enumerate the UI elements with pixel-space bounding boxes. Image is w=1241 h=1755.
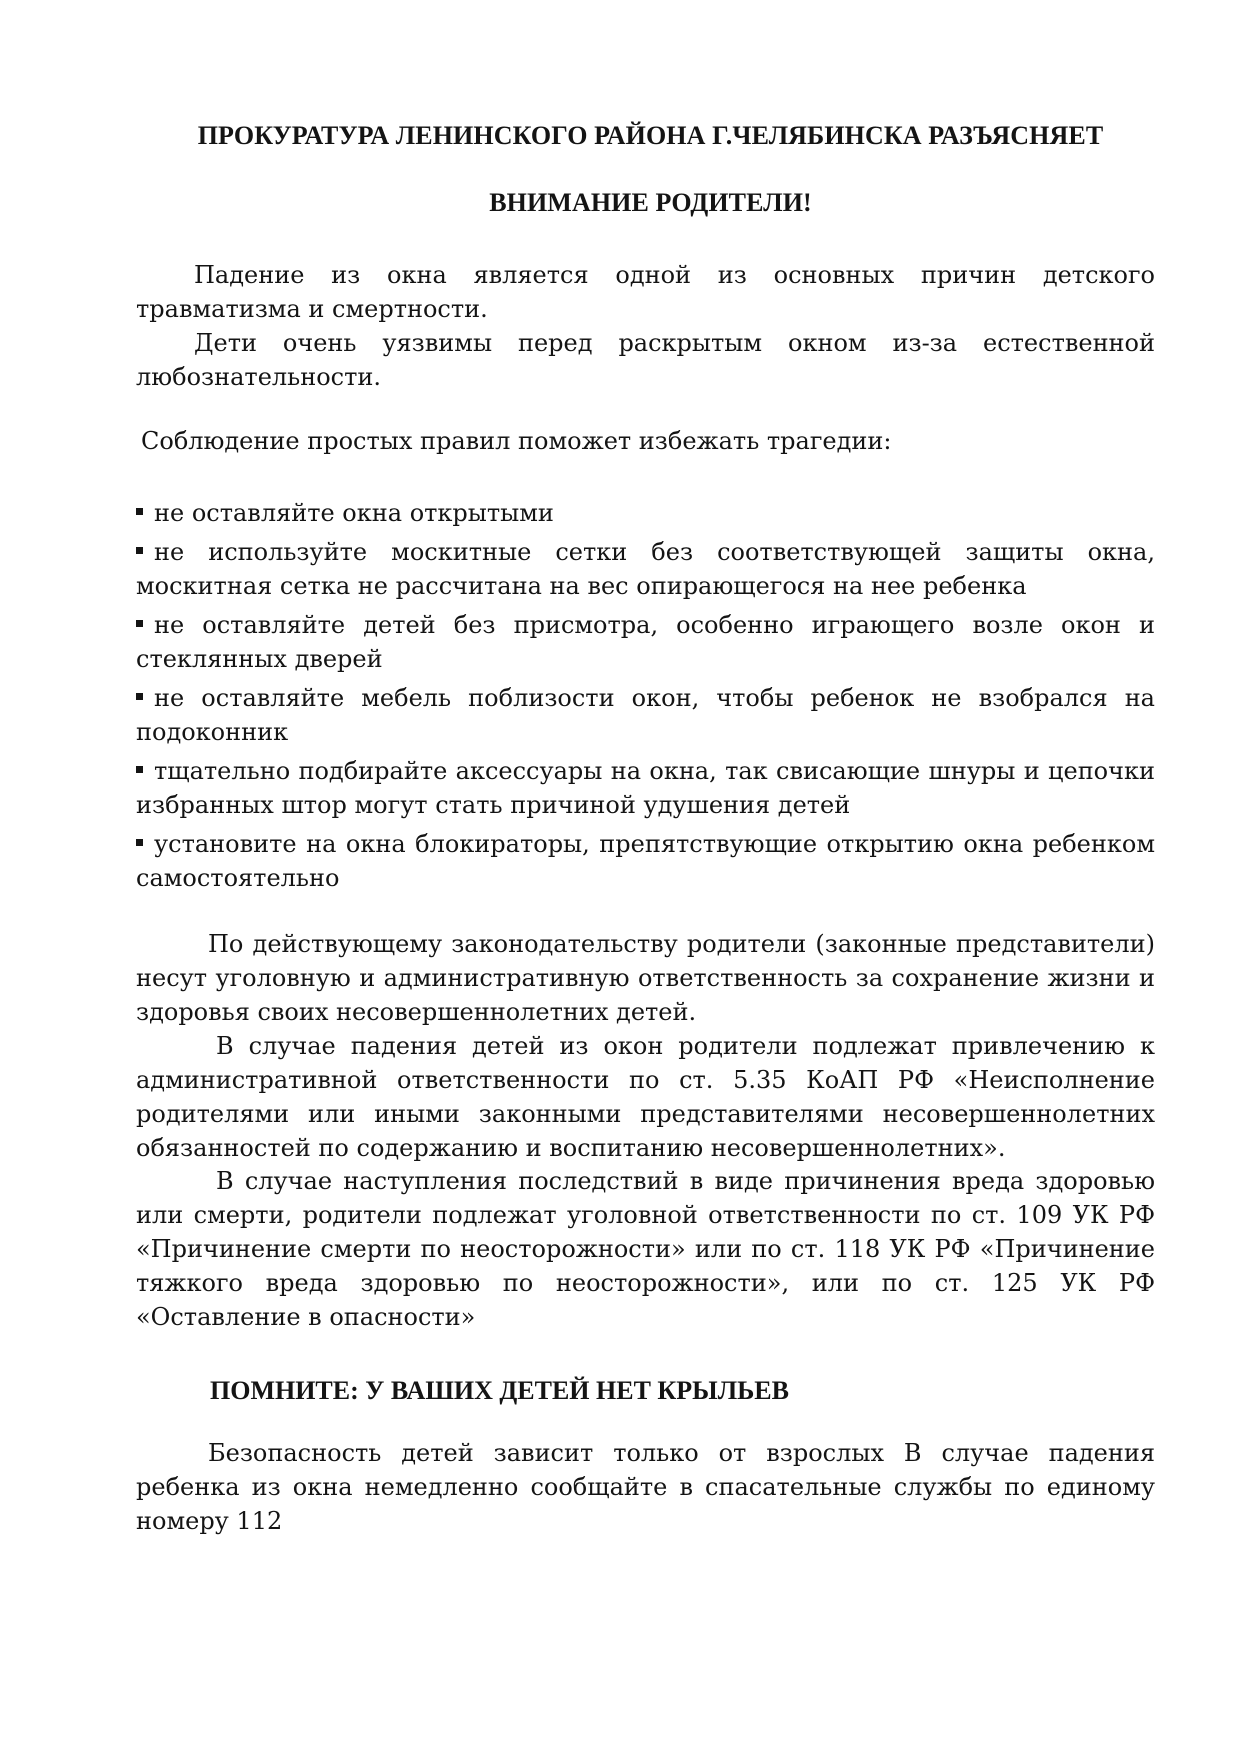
square-bullet-icon xyxy=(136,620,143,627)
list-item xyxy=(136,535,1155,603)
list-item xyxy=(136,608,1155,676)
rule-text: не оставляйте детей без присмотра, особенно играющего возле окон и стеклянных дверей xyxy=(136,611,1155,673)
intro-paragraph-1: Падение из окна является одной из основных причин детского травматизма и смертности. xyxy=(136,261,1155,323)
rule-text: установите на окна блокираторы, препятствующие открытию окна ребенком самостоятельно xyxy=(136,830,1155,892)
law-paragraph-2: В случае падения детей из окон родители подлежат привлечению к административной ответственности по ст. 5.35 КоАП РФ «Неисполнение родителями или иными законными представителями несовершеннолетних обязанностей по содержанию и воспитанию несовершеннолетних». xyxy=(136,1032,1155,1162)
list-item xyxy=(136,496,1155,530)
rule-text: тщательно подбирайте аксессуары на окна, так свисающие шнуры и цепочки избранных штор могут стать причиной удушения детей xyxy=(136,757,1155,819)
rule-text: не оставляйте мебель поблизости окон, чтобы ребенок не взобрался на подоконник xyxy=(136,684,1155,746)
warning-heading: ПОМНИТЕ: У ВАШИХ ДЕТЕЙ НЕТ КРЫЛЬЕВ xyxy=(210,1376,789,1405)
law-paragraph-3: В случае наступления последствий в виде причинения вреда здоровью или смерти, родители подлежат уголовной ответственности по ст. 109 УК РФ «Причинение смерти по неосторожности» или по ст. 118 УК РФ «Причинение тяжкого вреда здоровью по неосторожности», или по ст. 125 УК РФ «Оставление в опасности» xyxy=(136,1167,1155,1331)
intro-paragraph-2: Дети очень уязвимы перед раскрытым окном из-за естественной любознательности. xyxy=(136,329,1155,391)
list-item xyxy=(136,827,1155,895)
rules-lead: Соблюдение простых правил поможет избежать трагедии: xyxy=(141,427,892,455)
square-bullet-icon xyxy=(136,547,143,554)
rules-list xyxy=(136,496,1155,900)
rule-text: не оставляйте окна открытыми xyxy=(154,499,554,527)
closing-paragraph: Безопасность детей зависит только от взрослых В случае падения ребенка из окна немедленно сообщайте в спасательные службы по единому номеру 112 xyxy=(136,1439,1155,1535)
list-item xyxy=(136,754,1155,822)
square-bullet-icon xyxy=(136,766,143,773)
rule-text: не используйте москитные сетки без соответствующей защиты окна, москитная сетка не рассчитана на вес опирающегося на нее ребенка xyxy=(136,538,1155,600)
square-bullet-icon xyxy=(136,693,143,700)
list-item xyxy=(136,681,1155,749)
square-bullet-icon xyxy=(136,508,143,515)
square-bullet-icon xyxy=(136,839,143,846)
document-title: ПРОКУРАТУРА ЛЕНИНСКОГО РАЙОНА Г.ЧЕЛЯБИНСКА РАЗЪЯСНЯЕТ xyxy=(197,121,1104,150)
law-paragraph-1: По действующему законодательству родители (законные представители) несут уголовную и административную ответственность за сохранение жизни и здоровья своих несовершеннолетних детей. xyxy=(136,930,1155,1026)
document-subtitle: ВНИМАНИЕ РОДИТЕЛИ! xyxy=(489,188,812,217)
